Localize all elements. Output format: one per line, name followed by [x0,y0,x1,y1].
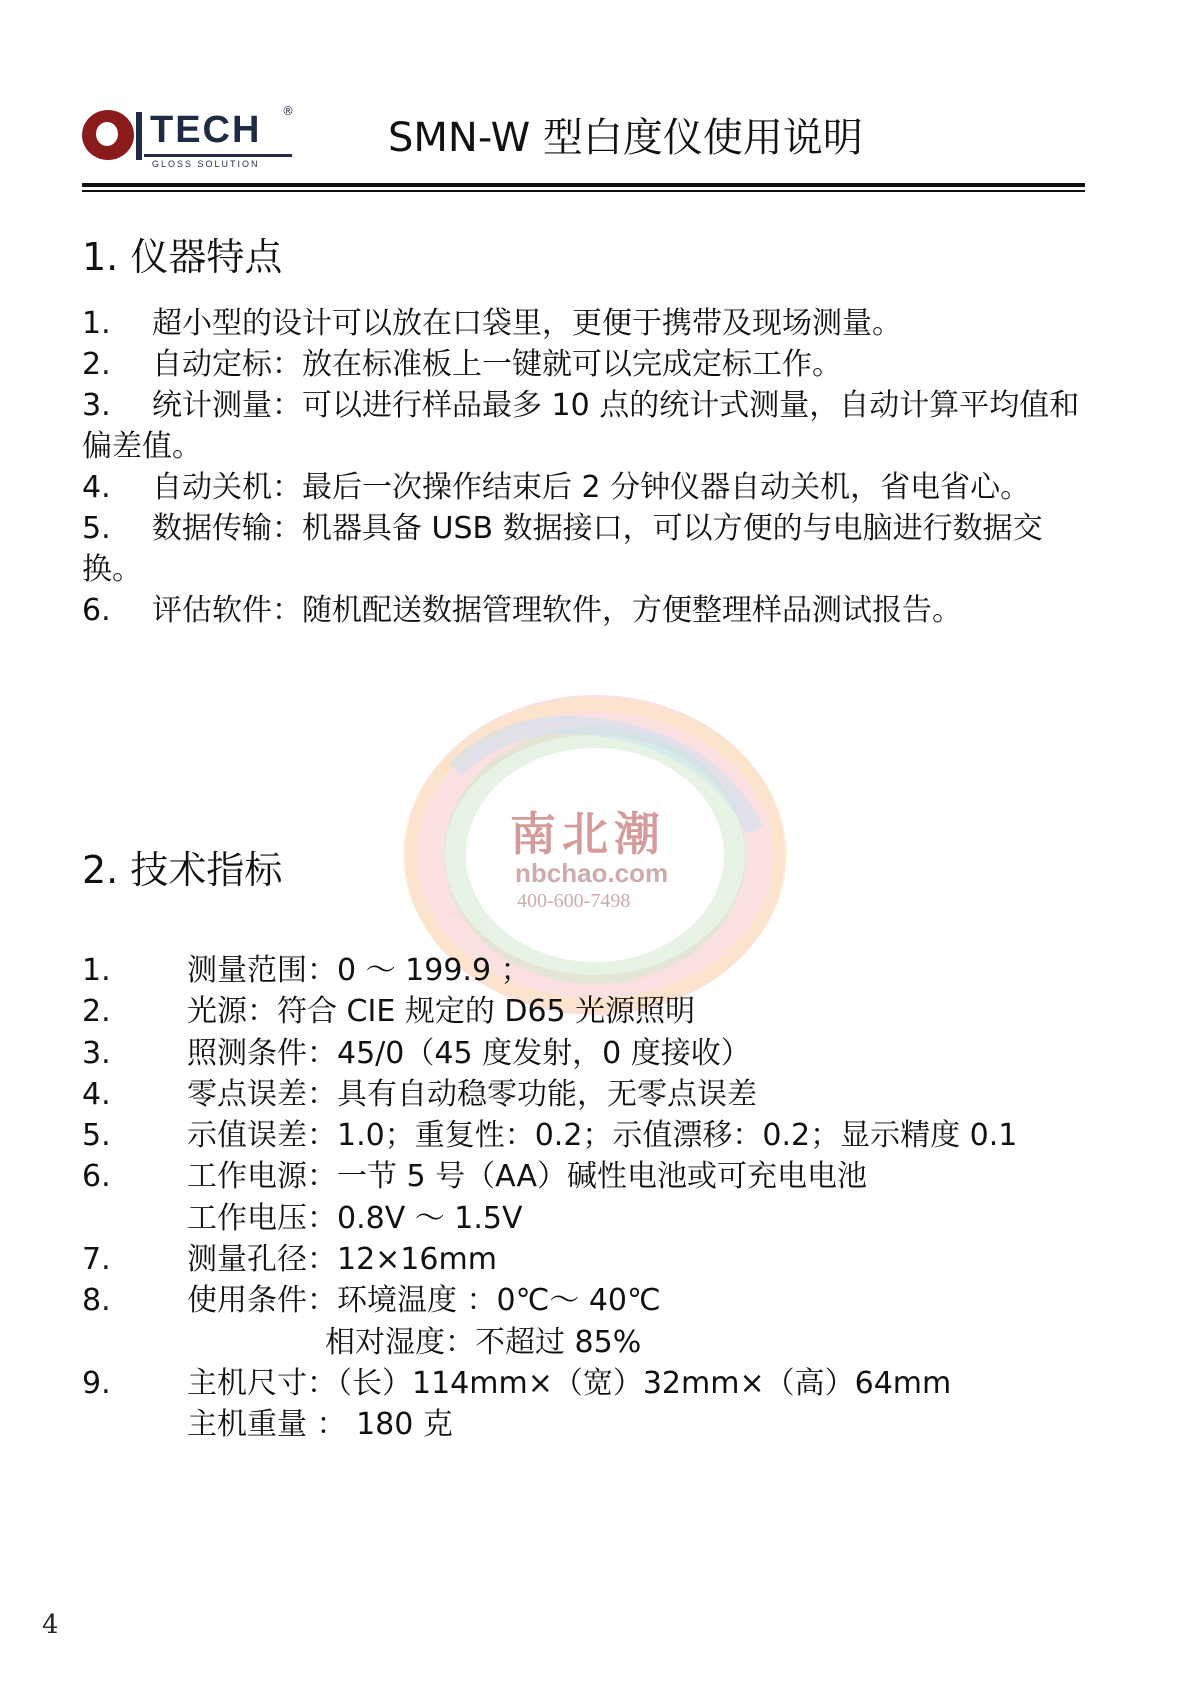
features-list [82,303,1092,631]
spec-row: 5. 示值误差：1.0；重复性：0.2；示值漂移：0.2；显示精度 0.1 [82,1118,1018,1154]
feature-item: 2. 自动定标：放在标准板上一键就可以完成定标工作。 [82,347,842,382]
spec-row: 3. 照测条件：45/0（45 度发射，0 度接收） [82,1035,751,1071]
feature-item: 3. 统计测量：可以进行样品最多 10 点的统计式测量，自动计算平均值和偏差值。 [82,388,1080,464]
logo-tagline: GLOSS SOLUTION [152,159,260,169]
specs-list [82,950,1092,1446]
feature-item: 6. 评估软件：随机配送数据管理软件，方便整理样品测试报告。 [82,593,962,628]
logo-wordmark: TECH [150,109,262,151]
feature-item: 5. 数据传输：机器具备 USB 数据接口，可以方便的与电脑进行数据交换。 [82,511,1043,587]
logo-registered-mark: ® [282,104,294,118]
spec-row: 2. 光源：符合 CIE 规定的 D65 光源照明 [82,994,696,1030]
header-rule-thin [82,190,1085,192]
watermark-en: nbchao.com [515,858,669,888]
spec-row: 6. 工作电源：一节 5 号（AA）碱性电池或可充电电池 [82,1159,868,1195]
qltech-logo [80,104,295,174]
spec-row: 1. 测量范围：0 ～ 199.9 ； [82,953,531,988]
section-title-specs: 2. 技术指标 [82,848,283,892]
section-title-features: 1. 仪器特点 [82,235,283,279]
feature-item: 1. 超小型的设计可以放在口袋里，更便于携带及现场测量。 [82,306,902,341]
spec-row: 相对湿度：不超过 85% [325,1324,642,1360]
spec-row: 8. 使用条件：环境温度 ：0℃～ 40℃ [82,1283,661,1319]
logo-l-bar [136,112,142,160]
document-title: SMN-W 型白度仪使用说明 [388,115,863,161]
spec-row: 4. 零点误差：具有自动稳零功能，无零点误差 [82,1076,757,1112]
page-number: 4 [42,1610,59,1640]
spec-row: 9. 主机尺寸：（长）114mm×（宽）32mm×（高）64mm [82,1365,952,1401]
watermark-phone: 400-600-7498 [517,890,631,912]
spec-row: 工作电压：0.8V ～ 1.5V [187,1200,523,1236]
logo-q-mark [82,110,134,160]
feature-item: 4. 自动关机：最后一次操作结束后 2 分钟仪器自动关机，省电省心。 [82,470,1031,505]
logo-underline [144,154,292,157]
spec-row: 7. 测量孔径：12×16mm [82,1242,497,1278]
header-rule [82,183,1085,187]
watermark-cn: 南北潮 [510,807,666,861]
spec-row: 主机重量 ： 180 克 [187,1407,453,1443]
